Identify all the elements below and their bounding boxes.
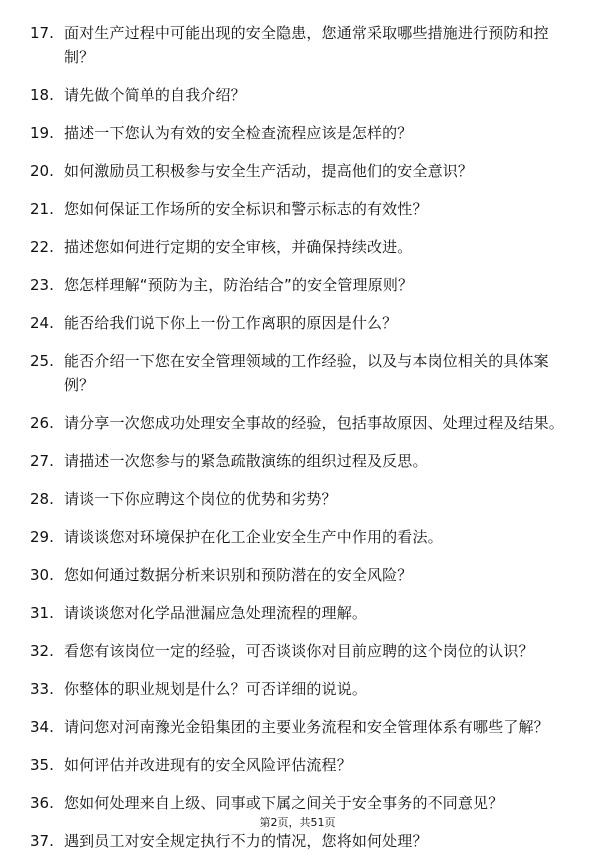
question-text: 您怎样理解“预防为主，防治结合”的安全管理原则？ <box>64 276 414 294</box>
question-text: 如何评估并改进现有的安全风险评估流程？ <box>64 756 352 774</box>
question-number: 28. <box>30 490 54 508</box>
question-text: 请先做个简单的自我介绍？ <box>64 86 246 104</box>
question-item <box>0 83 595 107</box>
question-text: 请分享一次您成功处理安全事故的经验，包括事故原因、处理过程及结果。 <box>64 414 564 432</box>
question-text: 请描述一次您参与的紧急疏散演练的组织过程及反思。 <box>64 452 428 470</box>
question-item <box>0 563 595 587</box>
question-number: 18. <box>30 86 54 104</box>
question-text: 您如何保证工作场所的安全标识和警示标志的有效性？ <box>64 200 428 218</box>
question-number: 30. <box>30 566 54 584</box>
question-text: 能否介绍一下您在安全管理领域的工作经验，以及与本岗位相关的具体案例？ <box>64 352 549 394</box>
question-item <box>0 715 595 739</box>
question-text: 看您有该岗位一定的经验，可否谈谈你对目前应聘的这个岗位的认识？ <box>64 642 534 660</box>
question-number: 35. <box>30 756 54 774</box>
question-number: 20. <box>30 162 54 180</box>
question-item <box>0 349 595 397</box>
question-item <box>0 449 595 473</box>
question-item <box>0 601 595 625</box>
question-number: 27. <box>30 452 54 470</box>
question-item <box>0 121 595 145</box>
question-text: 如何激励员工积极参与安全生产活动，提高他们的安全意识？ <box>64 162 474 180</box>
question-number: 21. <box>30 200 54 218</box>
question-item <box>0 639 595 663</box>
question-list <box>0 21 595 867</box>
question-text: 描述一下您认为有效的安全检查流程应该是怎样的？ <box>64 124 413 142</box>
question-number: 17. <box>30 24 54 42</box>
question-item <box>0 159 595 183</box>
question-item <box>0 235 595 259</box>
question-number: 32. <box>30 642 54 660</box>
question-number: 34. <box>30 718 54 736</box>
question-item <box>0 791 595 815</box>
page-footer <box>0 816 595 830</box>
question-item <box>0 197 595 221</box>
question-item <box>0 21 595 69</box>
question-item <box>0 829 595 853</box>
question-item <box>0 753 595 777</box>
question-text: 请谈谈您对化学品泄漏应急处理流程的理解。 <box>64 604 368 622</box>
question-item <box>0 487 595 511</box>
question-number: 25. <box>30 352 54 370</box>
question-number: 22. <box>30 238 54 256</box>
question-item <box>0 273 595 297</box>
question-text: 遇到员工对安全规定执行不力的情况，您将如何处理？ <box>64 832 428 850</box>
question-number: 23. <box>30 276 54 294</box>
question-text: 你整体的职业规划是什么？可否详细的说说。 <box>64 680 368 698</box>
question-number: 24. <box>30 314 54 332</box>
question-item <box>0 311 595 335</box>
question-number: 33. <box>30 680 54 698</box>
question-number: 26. <box>30 414 54 432</box>
question-number: 37. <box>30 832 54 850</box>
question-text: 您如何处理来自上级、同事或下属之间关于安全事务的不同意见？ <box>64 794 504 812</box>
question-text: 请谈一下你应聘这个岗位的优势和劣势？ <box>64 490 337 508</box>
question-text: 您如何通过数据分析来识别和预防潜在的安全风险？ <box>64 566 413 584</box>
question-text: 能否给我们说下你上一份工作离职的原因是什么？ <box>64 314 398 332</box>
question-text: 描述您如何进行定期的安全审核，并确保持续改进。 <box>64 238 413 256</box>
page-number-label: 第2页，共51页 <box>259 816 336 829</box>
question-item <box>0 411 595 435</box>
question-number: 29. <box>30 528 54 546</box>
question-text: 请问您对河南豫光金铅集团的主要业务流程和安全管理体系有哪些了解？ <box>64 718 549 736</box>
question-item <box>0 525 595 549</box>
question-number: 31. <box>30 604 54 622</box>
question-text: 请谈谈您对环境保护在化工企业安全生产中作用的看法。 <box>64 528 443 546</box>
question-item <box>0 677 595 701</box>
question-number: 36. <box>30 794 54 812</box>
question-number: 19. <box>30 124 54 142</box>
question-text: 面对生产过程中可能出现的安全隐患，您通常采取哪些措施进行预防和控制？ <box>64 24 549 66</box>
